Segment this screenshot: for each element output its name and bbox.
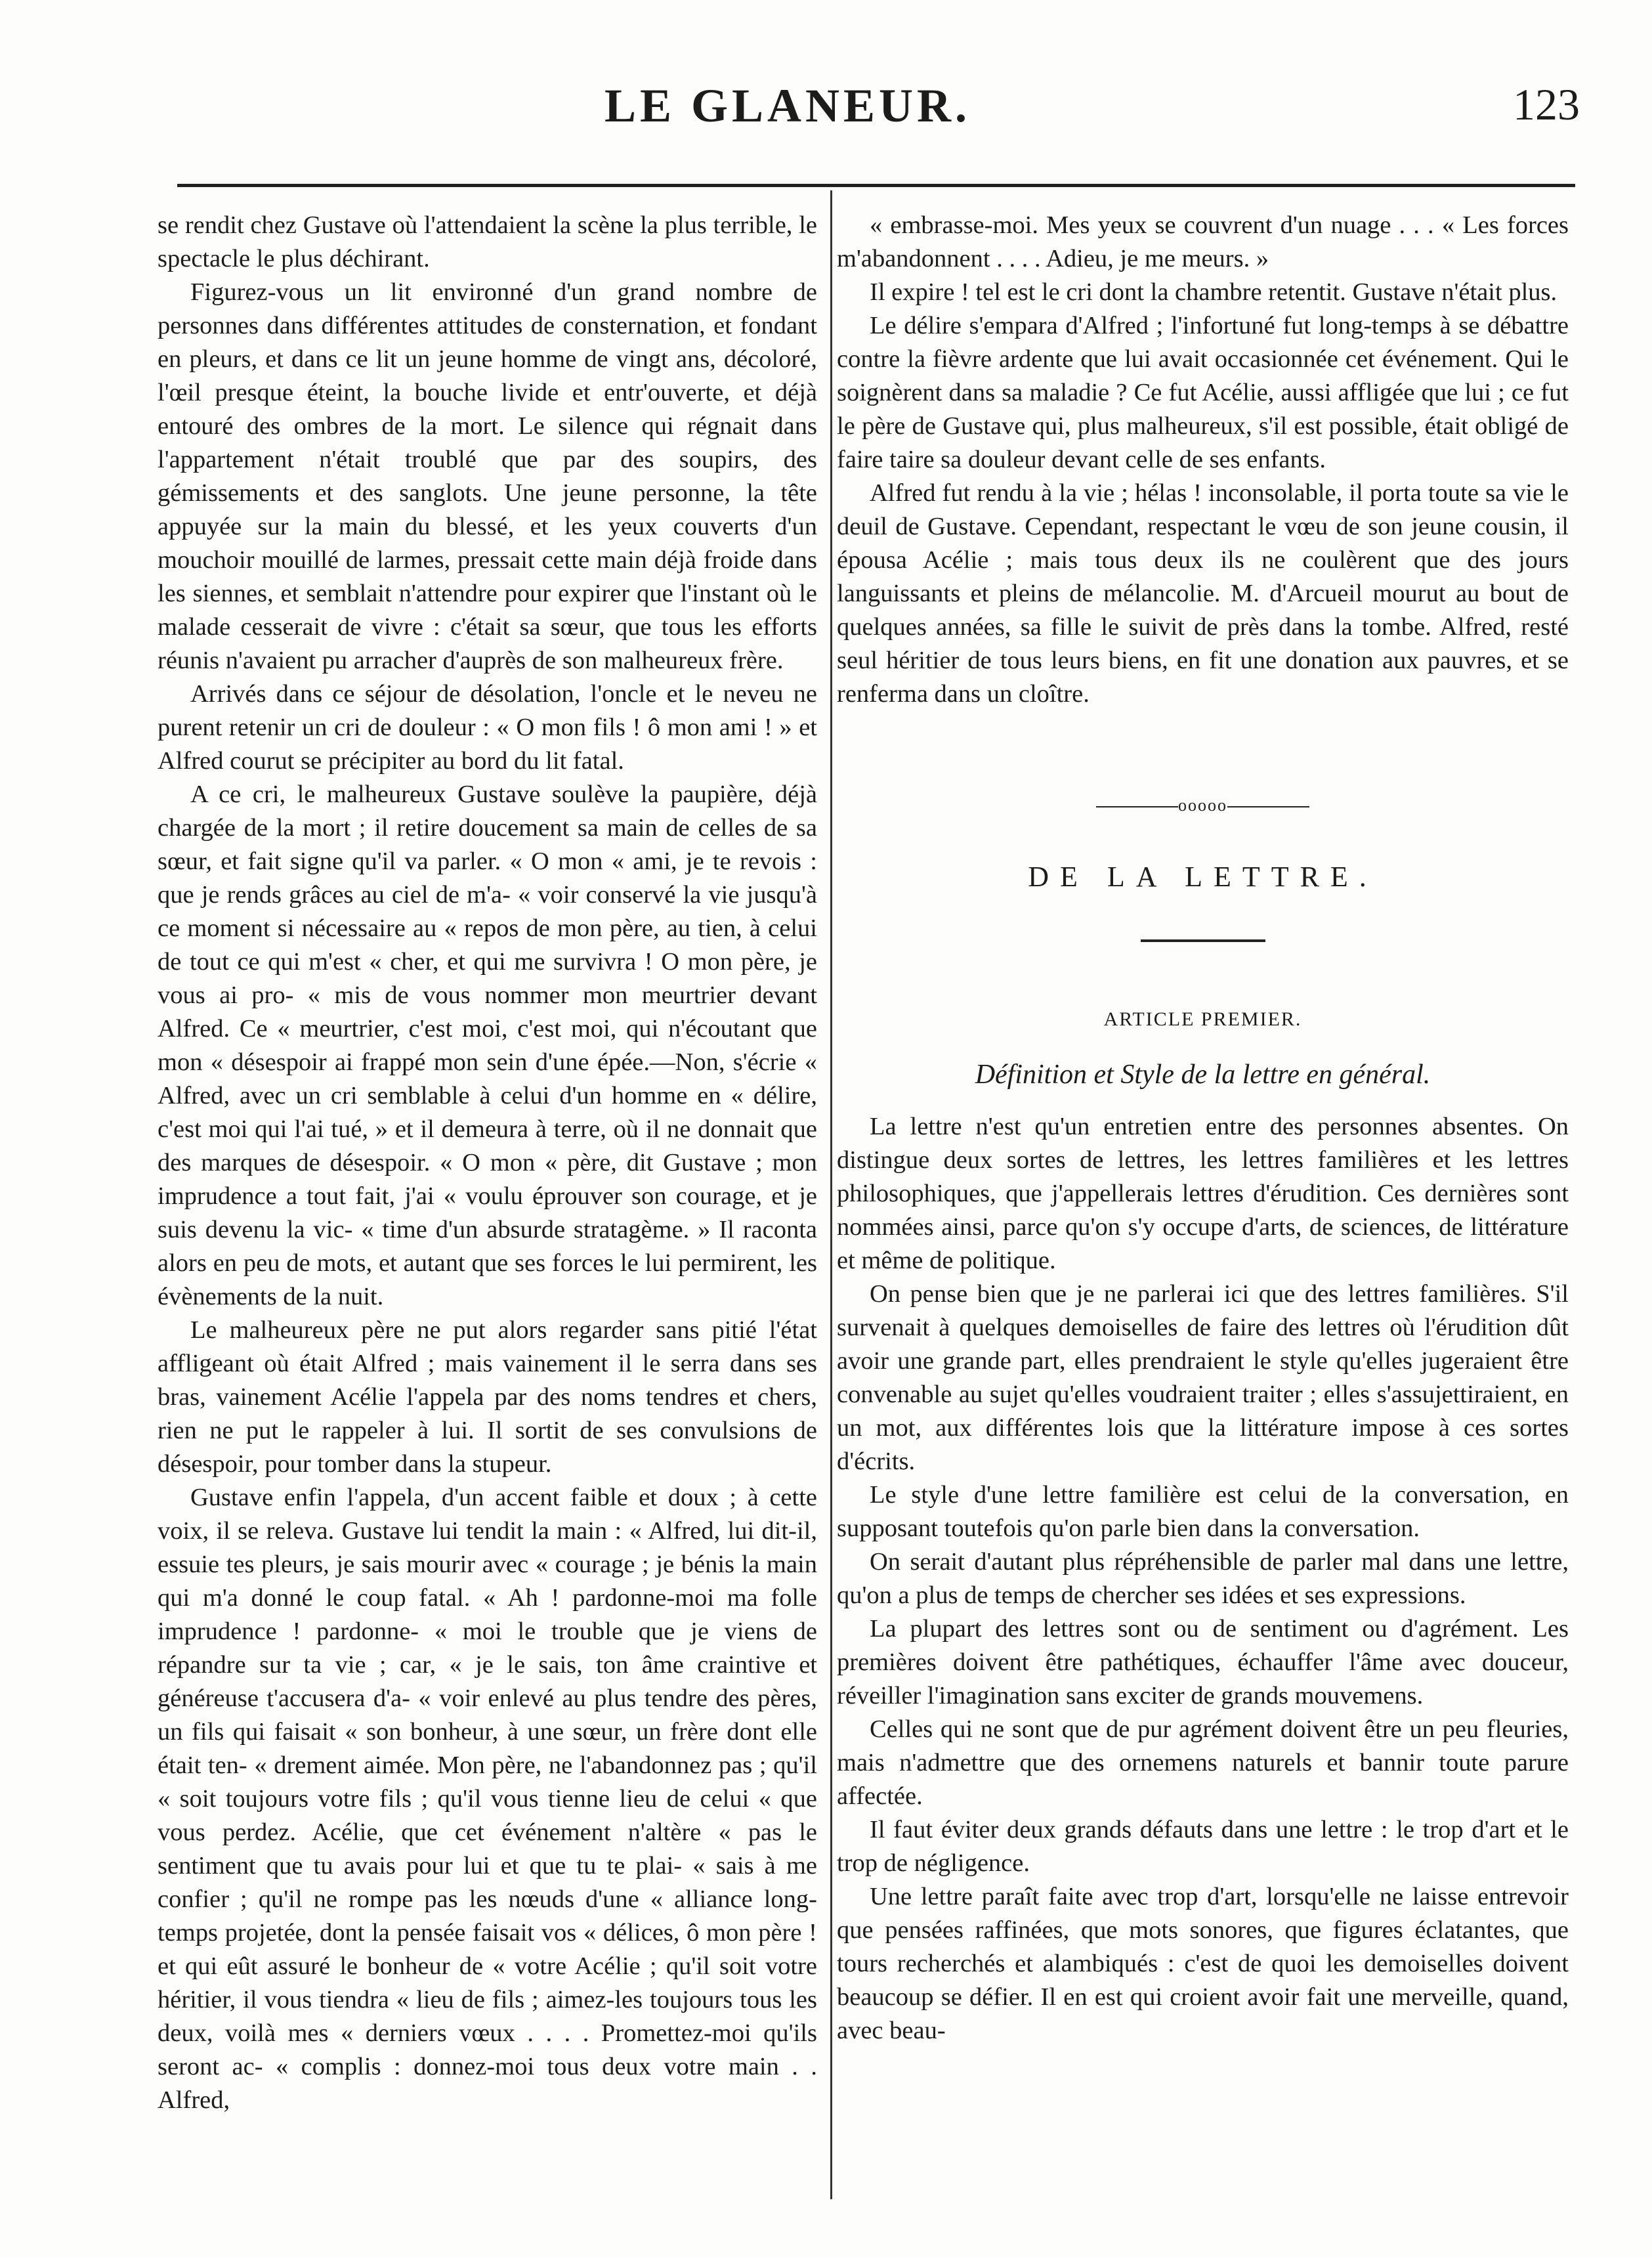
section-title: DE LA LETTRE. bbox=[1028, 861, 1378, 893]
journal-title: LE GLANEUR. bbox=[604, 79, 971, 132]
section-ornament bbox=[837, 788, 1569, 822]
right-column bbox=[837, 209, 1569, 2048]
paragraph: Il faut éviter deux grands défauts dans une lettre : le trop d'art et le trop de négligence. bbox=[837, 1816, 1569, 1877]
paragraph: La lettre n'est qu'un entretien entre des personnes absentes. On distingue deux sortes de lettres, les lettres familières et les lettres philosophiques, que j'appellerais lettres d'érudition. Ces dernières sont nommées ainsi, parce qu'on s'y occupe d'arts, de sciences, de littérature et même de politique. bbox=[837, 1113, 1569, 1274]
article-title: ARTICLE PREMIER. bbox=[1103, 1008, 1302, 1030]
section-rule bbox=[1141, 939, 1265, 942]
paragraph: Il expire ! tel est le cri dont la chambre retentit. Gustave n'était plus. bbox=[870, 278, 1557, 306]
paragraph: Celles qui ne sont que de pur agrément doivent être un peu fleuries, mais n'admettre que des ornemens naturels et bannir toute parure affectée. bbox=[837, 1715, 1569, 1810]
paragraph: Figurez-vous un lit environné d'un grand nombre de personnes dans différentes attitudes de consternation, et fondant en pleurs, et dans ce lit un jeune homme de vingt ans, décoloré, l'œil presque éteint, la bouche livide et entr'ouverte, et déjà entouré des ombres de la mort. Le silence qui régnait dans l'appartement n'était troublé que par des soupirs, des gémissements et des sanglots. Une jeune personne, la tête appuyée sur la main du blessé, et les yeux couverts d'un mouchoir mouillé de larmes, pressait cette main déjà froide dans les siennes, et semblait n'attendre pour expirer que l'instant où le malade cesserait de vivre : c'était sa sœur, que tous les efforts réunis n'avaient pu arracher d'auprès de son malheureux frère. bbox=[158, 278, 817, 674]
paragraph: « embrasse-moi. Mes yeux se couvrent d'un nuage . . . « Les forces m'abandonnent . . . . Adieu, je me meurs. » bbox=[837, 211, 1569, 272]
header-rule bbox=[177, 184, 1575, 187]
paragraph: La plupart des lettres sont ou de sentiment ou d'agrément. Les premières doivent être pathétiques, échauffer l'âme avec douceur, réveiller l'imagination sans exciter de grands mouvemens. bbox=[837, 1615, 1569, 1709]
paragraph: On serait d'autant plus répréhensible de parler mal dans une lettre, qu'on a plus de temps de chercher ses idées et ses expressions. bbox=[837, 1548, 1569, 1609]
paragraph: se rendit chez Gustave où l'attendaient la scène la plus terrible, le spectacle le plus déchirant. bbox=[158, 211, 817, 272]
left-column bbox=[158, 209, 817, 2117]
paragraph: Le style d'une lettre familière est celui de la conversation, en supposant toutefois qu'on parle bien dans la conversation. bbox=[837, 1481, 1569, 1542]
page-header bbox=[158, 79, 1606, 138]
paragraph: Alfred fut rendu à la vie ; hélas ! inconsolable, il porta toute sa vie le deuil de Gustave. Cependant, respectant le vœu de son jeune cousin, il épousa Acélie ; mais tous deux ils ne coulèrent que des jours languissants et pleins de mélancolie. M. d'Arcueil mourut au bout de quelques années, sa fille le suivit de près dans la tombe. Alfred, resté seul héritier de tous leurs biens, en fit une donation aux pauvres, et se renferma dans un cloître. bbox=[837, 479, 1569, 708]
paragraph: Gustave enfin l'appela, d'un accent faible et doux ; à cette voix, il se releva. Gustave lui tendit la main : « Alfred, lui dit-il, essuie tes pleurs, je sais mourir avec « courage ; je bénis la main qui m'a donné le coup fatal. « Ah ! pardonne-moi ma folle imprudence ! pardonne- « moi le trouble que je viens de répandre sur ta vie ; car, « je le sais, ton âme craintive et généreuse t'accusera d'a- « voir enlevé au plus tendre des pères, un fils qui faisait « son bonheur, à une sœur, un frère dont elle était ten- « drement aimée. Mon père, ne l'abandonnez pas ; qu'il « soit toujours votre fils ; qu'il vous tienne lieu de celui « que vous perdez. Acélie, que cet événement n'altère « pas le sentiment que tu avais pour lui et que tu te plai- « sais à me confier ; qu'il ne rompe pas les nœuds d'une « alliance long-temps projetée, dont la pensée faisait vos « délices, ô mon père ! et qui eût assuré le bonheur de « votre Acélie ; qu'il soit votre héritier, il vous tiendra « lieu de fils ; aimez-les toujours tous les deux, voilà mes « derniers vœux . . . . Promettez-moi qu'ils seront ac- « complis : donnez-moi tous deux votre main . . Alfred, bbox=[158, 1484, 817, 2114]
ornament-text: ooooo bbox=[1178, 796, 1227, 815]
paragraph: Le délire s'empara d'Alfred ; l'infortuné fut long-temps à se débattre contre la fièvre ardente que lui avait occasionnée cet événement. Qui le soignèrent dans sa maladie ? Ce fut Acélie, aussi affligée que lui ; ce fut le père de Gustave qui, plus malheureux, s'il est possible, était obligé de faire taire sa douleur devant celle de ses enfants. bbox=[837, 312, 1569, 473]
paragraph: A ce cri, le malheureux Gustave soulève la paupière, déjà chargée de la mort ; il retire doucement sa main de celles de sa sœur, et fait signe qu'il va parler. « O mon « ami, je te revois : que je rends grâces au ciel de m'a- « voir conservé la vie jusqu'à ce moment si nécessaire au « repos de mon père, au tien, à celui de tout ce qui m'est « cher, et qui me survivra ! O mon père, je vous ai pro- « mis de vous nommer mon meurtrier devant Alfred. Ce « meurtrier, c'est moi, c'est moi, qui n'écoutant que mon « désespoir ai frappé mon sein d'une épée.—Non, s'écrie « Alfred, avec un cri semblable à celui d'un homme en « délire, c'est moi qui l'ai tué, » et il demeura à terre, où il ne donnait que des marques de désespoir. « O mon « père, dit Gustave ; mon imprudence a tout fait, j'ai « voulu éprouver son courage, et je suis devenu la vic- « time d'un absurde stratagème. » Il raconta alors en peu de mots, et autant que ses forces le lui permirent, les évènements de la nuit. bbox=[158, 781, 817, 1310]
paragraph: Arrivés dans ce séjour de désolation, l'oncle et le neveu ne purent retenir un cri de douleur : « O mon fils ! ô mon ami ! » et Alfred courut se précipiter au bord du lit fatal. bbox=[158, 680, 817, 775]
paragraph: On pense bien que je ne parlerai ici que des lettres familières. S'il survenait à quelques demoiselles de faire des lettres où l'érudition dût avoir une grande part, elles prendraient le style qu'elles jugeraient être convenable au sujet qu'elles voudraient traiter ; elles s'assujettiraient, en un mot, aux différentes lois que la littérature impose à ces sortes d'écrits. bbox=[837, 1280, 1569, 1475]
article-subtitle: Définition et Style de la lettre en général. bbox=[975, 1060, 1431, 1090]
page-number: 123 bbox=[1513, 79, 1580, 129]
paragraph: Une lettre paraît faite avec trop d'art, lorsqu'elle ne laisse entrevoir que pensées raffinées, que mots sonores, que figures éclatantes, que tours recherchés et alambiqués : c'est de quoi les demoiselles doivent beaucoup se défier. Il en est qui croient avoir fait une merveille, quand, avec beau- bbox=[837, 1883, 1569, 2044]
paragraph: Le malheureux père ne put alors regarder sans pitié l'état affligeant où était Alfred ; mais vainement il le serra dans ses bras, vainement Acélie l'appela par des noms tendres et chers, rien ne put le rappeler à lui. Il sortit de ses convulsions de désespoir, pour tomber dans la stupeur. bbox=[158, 1316, 817, 1478]
column-divider bbox=[830, 190, 832, 2199]
